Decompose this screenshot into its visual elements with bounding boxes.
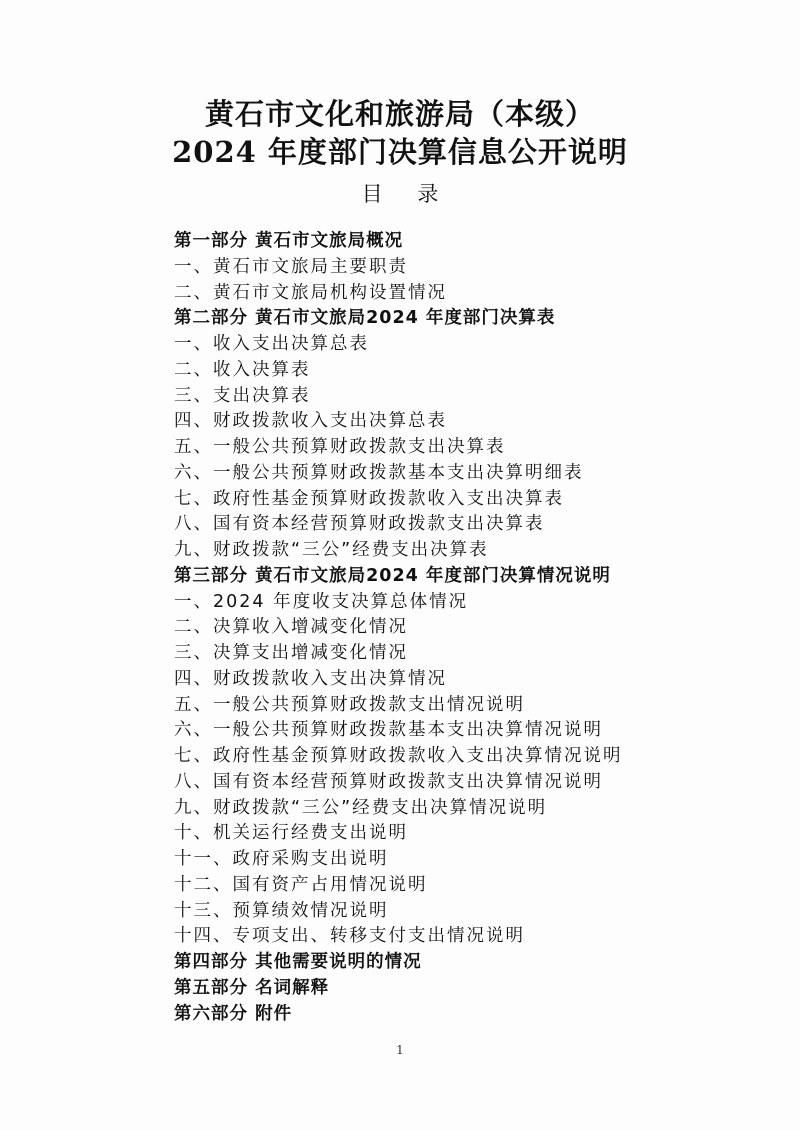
toc-item: 四、财政拨款收入支出决算情况 — [174, 668, 447, 689]
page-number: 1 — [396, 1043, 404, 1057]
toc-part-heading: 第三部分 黄石市文旅局2024 年度部门决算情况说明 — [174, 565, 611, 586]
toc-item: 五、一般公共预算财政拨款支出决算表 — [174, 437, 506, 457]
toc-item: 二、黄石市文旅局机构设置情况 — [174, 282, 447, 303]
toc-item: 八、国有资本经营预算财政拨款支出决算情况说明 — [174, 771, 603, 792]
toc-heading: 目 录 — [361, 182, 453, 206]
toc-item: 二、收入决算表 — [174, 359, 311, 380]
toc-part-heading: 第一部分 黄石市文旅局概况 — [174, 231, 404, 251]
toc-item: 五、一般公共预算财政拨款支出情况说明 — [174, 694, 525, 715]
toc-item: 九、财政拨款“三公”经费支出决算情况说明 — [174, 797, 548, 818]
toc-part-heading: 第二部分 黄石市文旅局2024 年度部门决算表 — [174, 308, 556, 329]
toc-item: 十四、专项支出、转移支付支出情况说明 — [174, 926, 525, 947]
toc-item: 七、政府性基金预算财政拨款收入支出决算表 — [174, 488, 564, 509]
toc-item: 一、黄石市文旅局主要职责 — [174, 256, 408, 277]
toc-item: 十三、预算绩效情况说明 — [174, 900, 389, 921]
toc-item: 三、支出决算表 — [174, 385, 311, 406]
table-of-contents — [174, 229, 734, 1027]
toc-part-heading: 第六部分 附件 — [174, 1003, 293, 1024]
toc-item: 七、政府性基金预算财政拨款收入支出决算情况说明 — [174, 746, 623, 766]
toc-item: 六、一般公共预算财政拨款基本支出决算情况说明 — [174, 720, 603, 741]
document-title-line2: 2024 年度部门决算信息公开说明 — [172, 135, 628, 169]
toc-part-heading: 第五部分 名词解释 — [174, 977, 330, 998]
toc-part-heading: 第四部分 其他需要说明的情况 — [174, 952, 422, 972]
toc-item: 三、决算支出增减变化情况 — [174, 643, 408, 663]
toc-item: 十一、政府采购支出说明 — [174, 849, 389, 869]
document-title-line1: 黄石市文化和旅游局（本级） — [204, 97, 595, 131]
toc-item: 六、一般公共预算财政拨款基本支出决算明细表 — [174, 462, 584, 483]
toc-item: 一、收入支出决算总表 — [174, 334, 369, 354]
toc-item: 十二、国有资产占用情况说明 — [174, 874, 428, 895]
toc-item: 九、财政拨款“三公”经费支出决算表 — [174, 540, 489, 560]
toc-item: 二、决算收入增减变化情况 — [174, 617, 408, 638]
toc-item: 一、2024 年度收支决算总体情况 — [174, 591, 469, 612]
toc-item: 四、财政拨款收入支出决算总表 — [174, 411, 447, 432]
toc-item: 八、国有资本经营预算财政拨款支出决算表 — [174, 514, 545, 535]
toc-item: 十、机关运行经费支出说明 — [174, 823, 408, 844]
